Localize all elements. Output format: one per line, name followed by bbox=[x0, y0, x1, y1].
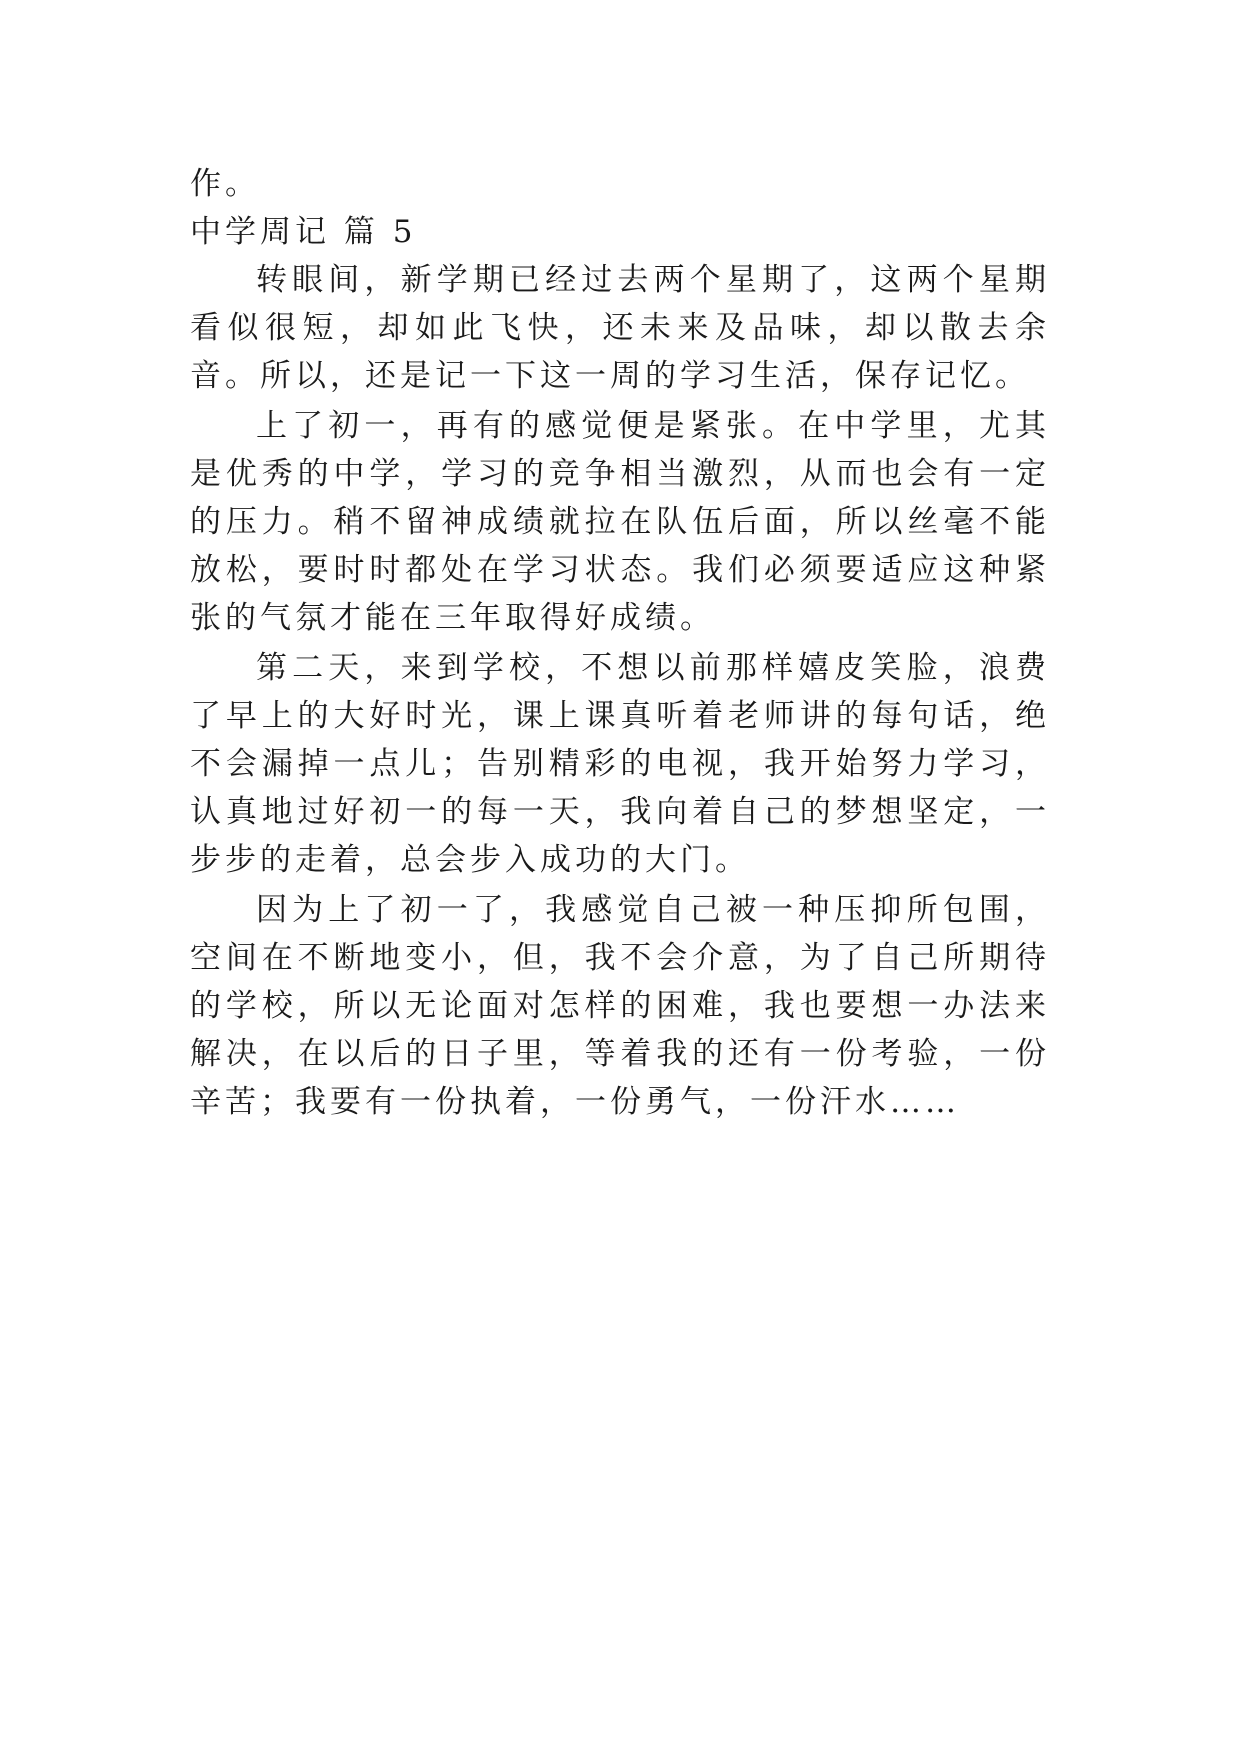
paragraph-4: 因为上了初一了，我感觉自己被一种压抑所包围，空间在不断地变小，但，我不会介意，为了自己所期待的学校，所以无论面对怎样的困难，我也要想一办法来解决，在以后的日子里，等着我的还有一份考验，一份辛苦；我要有一份执着，一份勇气，一份汗水…… bbox=[190, 892, 1050, 1120]
continuation-text: 作。 bbox=[190, 166, 260, 202]
section-title: 中学周记 篇 5 bbox=[190, 214, 417, 250]
paragraph-1: 转眼间，新学期已经过去两个星期了，这两个星期看似很短，却如此飞快，还未来及品味，却以散去余音。所以，还是记一下这一周的学习生活，保存记忆。 bbox=[190, 262, 1050, 394]
paragraph-3: 第二天，来到学校，不想以前那样嬉皮笑脸，浪费了早上的大好时光，课上课真听着老师讲的每句话，绝不会漏掉一点儿；告别精彩的电视，我开始努力学习，认真地过好初一的每一天，我向着自己的梦想坚定，一步步的走着，总会步入成功的大门。 bbox=[190, 650, 1050, 878]
document-body bbox=[190, 160, 1050, 1126]
paragraph-2: 上了初一，再有的感觉便是紧张。在中学里，尤其是优秀的中学，学习的竞争相当激烈，从而也会有一定的压力。稍不留神成绩就拉在队伍后面，所以丝毫不能放松，要时时都处在学习状态。我们必须要适应这种紧张的气氛才能在三年取得好成绩。 bbox=[190, 408, 1050, 636]
